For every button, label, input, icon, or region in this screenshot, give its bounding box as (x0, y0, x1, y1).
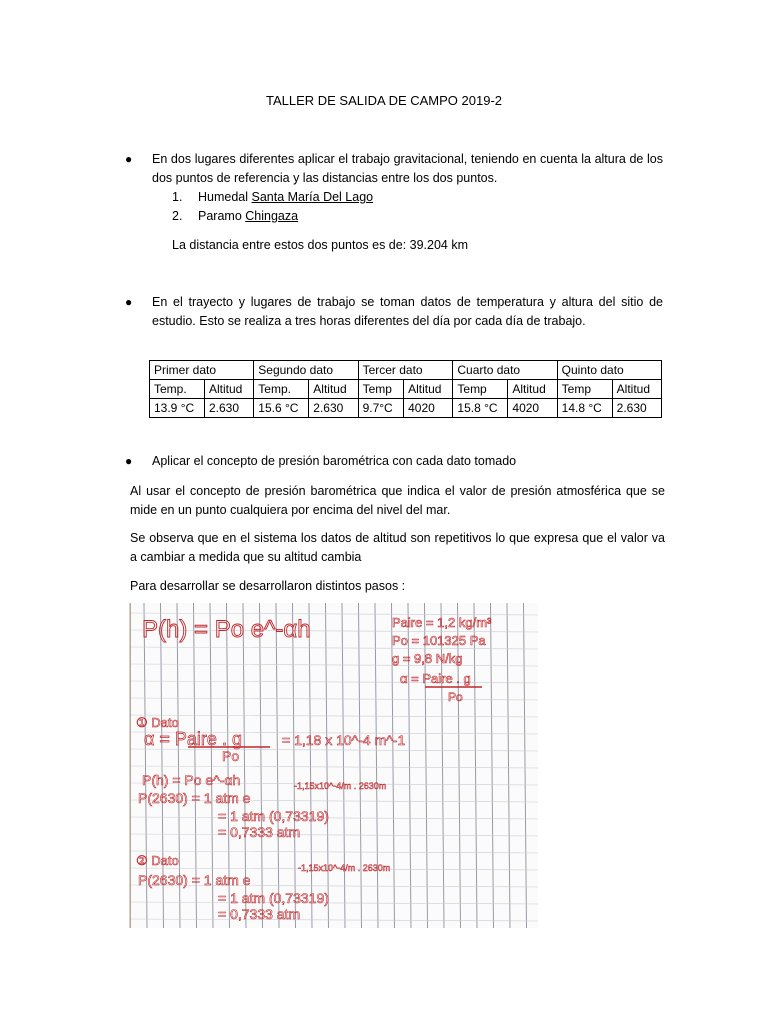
table-group-header: Quinto dato (557, 361, 661, 380)
table-group-header: Tercer dato (358, 361, 453, 380)
table-cell: 14.8 °C (557, 399, 612, 418)
table-cell: 9.7°C (358, 399, 404, 418)
bullet-1-text: En dos lugares diferentes aplicar el trabajo gravitacional, teniendo en cuenta la altura de los dos puntos de referencia y las distancias entre los dos puntos. (152, 152, 663, 185)
bullet-3-text: Aplicar el concepto de presión barométrica con cada dato tomado (152, 454, 517, 468)
place-name: Santa María Del Lago (251, 190, 374, 204)
bullet-2-text: En el trayecto y lugares de trabajo se toman datos de temperatura y altura del sitio de estudio. Esto se realiza a tres horas diferentes del día por cada día de trabajo. (152, 295, 663, 328)
bullet-dot-icon: ● (125, 295, 133, 309)
note-line: = 0,7333 atm (218, 824, 301, 840)
note-line: P(2630) = 1 atm e (138, 872, 251, 888)
note-line: g = 9,8 N/kg (392, 651, 463, 666)
note-line: -1,15x10^-4/m . 2630m (298, 863, 391, 873)
bullet-1 (125, 150, 663, 188)
note-line: P(2630) = 1 atm e (138, 790, 251, 806)
note-line: Po = 101325 Pa (392, 633, 486, 648)
note-line: = 0,7333 atm (218, 906, 301, 922)
table-subheader: Altitud (612, 380, 661, 399)
table-row (150, 399, 662, 418)
table-cell: 2.630 (205, 399, 254, 418)
note-line: = 1 atm (0,73319) (218, 890, 329, 906)
formula-main: P(h) = Po e^-αh (142, 616, 311, 643)
table-subheader: Temp (557, 380, 612, 399)
table-group-row (150, 361, 662, 380)
table-group-header: Primer dato (150, 361, 254, 380)
paragraph-2: Se observa que en el sistema los datos de altitud son repetitivos lo que expresa que el valor va a cambiar a medida que su altitud cambia (130, 531, 665, 564)
table-cell: 13.9 °C (150, 399, 205, 418)
note-line: = 1,18 x 10^-4 m^-1 (282, 732, 406, 748)
bullet-2 (125, 293, 663, 331)
table-cell: 4020 (404, 399, 453, 418)
table-subheader: Altitud (404, 380, 453, 399)
table-group-header: Cuarto dato (453, 361, 557, 380)
table-subheader: Altitud (309, 380, 358, 399)
paragraph-1: Al usar el concepto de presión barométrica que indica el valor de presión atmosférica que se mide en un punto cualquiera por encima del nivel del mar. (130, 484, 665, 517)
table-cell: 15.6 °C (254, 399, 309, 418)
bullet-3 (125, 452, 663, 471)
table-cell: 15.8 °C (453, 399, 508, 418)
note-line: Paire = 1,2 kg/m³ (392, 615, 492, 630)
handwritten-notes-image (129, 603, 538, 928)
place-name: Chingaza (245, 209, 299, 223)
paragraph-3: Para desarrollar se desarrollaron distintos pasos : (130, 579, 406, 593)
bullet-dot-icon: ● (125, 454, 133, 468)
note-line: ① Dato (136, 715, 179, 730)
note-line: Po (448, 690, 463, 704)
table-subheader: Altitud (205, 380, 254, 399)
table-cell: 2.630 (612, 399, 661, 418)
note-line: ② Dato (136, 853, 179, 868)
table-subheader: Temp (358, 380, 404, 399)
table-subheader: Altitud (508, 380, 557, 399)
table-subheader: Temp. (254, 380, 309, 399)
distance-statement: La distancia entre estos dos puntos es de: 39.204 km (172, 238, 469, 252)
note-line: α = Paire . g (144, 729, 242, 749)
table-cell: 4020 (508, 399, 557, 418)
list-item: 2. Paramo Chingaza (172, 209, 299, 223)
table-group-header: Segundo dato (254, 361, 358, 380)
note-line: Po (222, 748, 240, 764)
table-subheader: Temp. (150, 380, 205, 399)
table-subheader: Temp (453, 380, 508, 399)
table-subheader-row (150, 380, 662, 399)
list-item: 1. Humedal Santa María Del Lago (172, 190, 374, 204)
data-table (149, 360, 662, 418)
note-line: α = Paire . g (400, 671, 471, 686)
bullet-dot-icon: ● (125, 152, 133, 166)
note-line: = 1 atm (0,73319) (218, 808, 329, 824)
note-line: -1,15x10^-4/m . 2630m (294, 781, 387, 791)
note-line: P(h) = Po e^-αh (142, 772, 241, 788)
table-cell: 2.630 (309, 399, 358, 418)
notebook-paper (130, 603, 538, 928)
numbered-list (172, 188, 373, 226)
document-title: TALLER DE SALIDA DE CAMPO 2019-2 (265, 93, 503, 108)
